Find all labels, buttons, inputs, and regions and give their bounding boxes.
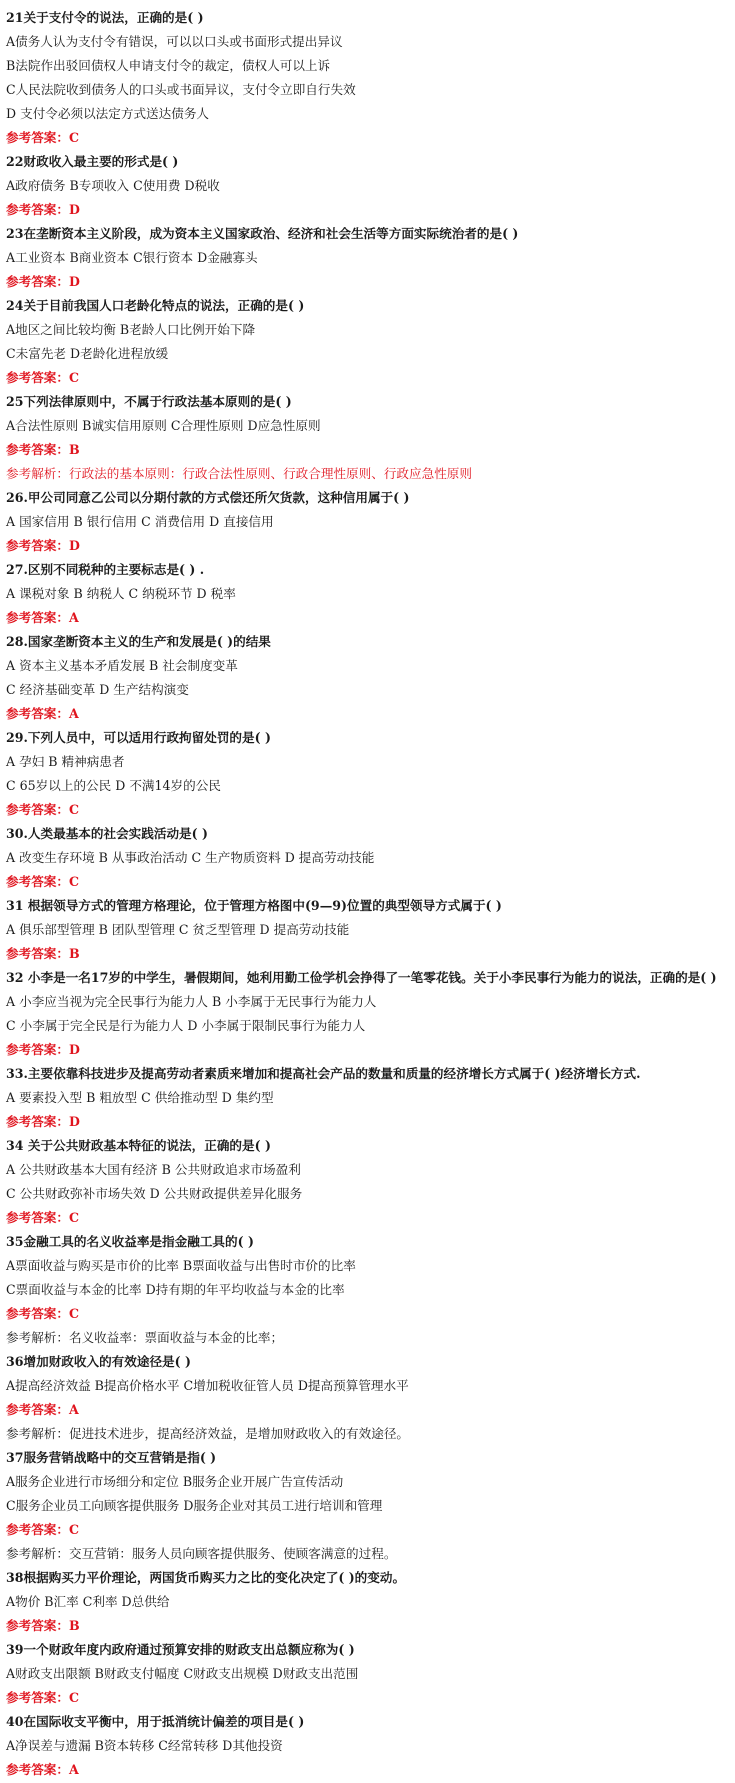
answer-line: 参考答案：C [6,874,79,889]
answer-line: 参考答案：C [6,1690,79,1705]
answer-line: 参考答案：A [6,706,79,721]
option-line: A财政支出限额 B财政支付幅度 C财政支出规模 D财政支出范围 [6,1666,359,1681]
option-line: A政府债务 B专项收入 C使用费 D税收 [6,178,220,193]
question-text: 32 小李是一名17岁的中学生，暑假期间，她利用勤工俭学机会挣得了一笔零花钱。关于小李民事行为能力的说法，正确的是( ) [6,970,717,985]
option-line: A地区之间比较均衡 B老龄人口比例开始下降 [6,322,256,337]
option-line: C 小李属于完全民是行为能力人 D 小李属于限制民事行为能力人 [6,1018,366,1033]
option-line: C未富先老 D老龄化进程放缓 [6,346,169,361]
answer-line: 参考答案：C [6,1210,79,1225]
answer-line: 参考答案：D [6,538,80,553]
option-line: C 经济基础变革 D 生产结构演变 [6,682,189,697]
question-text: 37服务营销战略中的交互营销是指( ) [6,1450,217,1465]
answer-line: 参考答案：D [6,202,80,217]
answer-line: 参考答案：C [6,1306,79,1321]
question-text: 29.下列人员中，可以适用行政拘留处罚的是( ) [6,730,271,745]
question-text: 36增加财政收入的有效途径是( ) [6,1354,191,1369]
explanation-line: 参考解析：促进技术进步，提高经济效益，是增加财政收入的有效途径。 [6,1426,409,1441]
question-text: 25下列法律原则中，不属于行政法基本原则的是( ) [6,394,292,409]
answer-line: 参考答案：B [6,442,80,457]
answer-line: 参考答案：C [6,370,79,385]
option-line: C 公共财政弥补市场失效 D 公共财政提供差异化服务 [6,1186,303,1201]
answer-line: 参考答案：D [6,1042,80,1057]
option-line: D 支付令必须以法定方式送达债务人 [6,106,210,121]
option-line: A 小李应当视为完全民事行为能力人 B 小李属于无民事行为能力人 [6,994,377,1009]
option-line: A 孕妇 B 精神病患者 [6,754,125,769]
question-text: 39一个财政年度内政府通过预算安排的财政支出总额应称为( ) [6,1642,355,1657]
answer-line: 参考答案：A [6,1402,79,1417]
question-text: 28.国家垄断资本主义的生产和发展是( )的结果 [6,634,271,649]
question-text: 21关于支付令的说法，正确的是( ) [6,10,204,25]
option-line: C票面收益与本金的比率 D持有期的年平均收益与本金的比率 [6,1282,345,1297]
question-text: 22财政收入最主要的形式是( ) [6,154,179,169]
answer-line: 参考答案：D [6,274,80,289]
option-line: A票面收益与购买是市价的比率 B票面收益与出售时市价的比率 [6,1258,356,1273]
question-text: 24关于目前我国人口老龄化特点的说法，正确的是( ) [6,298,305,313]
option-line: C人民法院收到债务人的口头或书面异议，支付令立即自行失效 [6,82,356,97]
question-document [6,6,732,1782]
option-line: A 资本主义基本矛盾发展 B 社会制度变革 [6,658,238,673]
option-line: A 公共财政基本大国有经济 B 公共财政追求市场盈利 [6,1162,301,1177]
answer-line: 参考答案：A [6,610,79,625]
option-line: A 国家信用 B 银行信用 C 消费信用 D 直接信用 [6,514,274,529]
question-text: 23在垄断资本主义阶段，成为资本主义国家政治、经济和社会生活等方面实际统治者的是( ) [6,226,519,241]
option-line: A提高经济效益 B提高价格水平 C增加税收征管人员 D提高预算管理水平 [6,1378,409,1393]
answer-line: 参考答案：D [6,1114,80,1129]
option-line: A净误差与遗漏 B资本转移 C经常转移 D其他投资 [6,1738,283,1753]
question-text: 33.主要依靠科技进步及提高劳动者素质来增加和提高社会产品的数量和质量的经济增长方式属于( )经济增长方式. [6,1066,641,1081]
question-text: 34 关于公共财政基本特征的说法，正确的是( ) [6,1138,271,1153]
answer-line: 参考答案：B [6,946,80,961]
question-text: 27.区别不同税种的主要标志是( ) . [6,562,205,577]
option-line: A合法性原则 B诚实信用原则 C合理性原则 D应急性原则 [6,418,321,433]
explanation-line: 参考解析：名义收益率：票面收益与本金的比率； [6,1330,284,1345]
option-line: A服务企业进行市场细分和定位 B服务企业开展广告宣传活动 [6,1474,344,1489]
answer-line: 参考答案：A [6,1762,79,1777]
answer-line: 参考答案：C [6,1522,79,1537]
option-line: A 课税对象 B 纳税人 C 纳税环节 D 税率 [6,586,236,601]
option-line: C服务企业员工向顾客提供服务 D服务企业对其员工进行培训和管理 [6,1498,383,1513]
answer-line: 参考答案：B [6,1618,80,1633]
option-line: C 65岁以上的公民 D 不满14岁的公民 [6,778,221,793]
option-line: A 俱乐部型管理 B 团队型管理 C 贫乏型管理 D 提高劳动技能 [6,922,350,937]
option-line: B法院作出驳回债权人申请支付令的裁定，债权人可以上诉 [6,58,331,73]
option-line: A 改变生存环境 B 从事政治活动 C 生产物质资料 D 提高劳动技能 [6,850,375,865]
question-text: 30.人类最基本的社会实践活动是( ) [6,826,208,841]
question-text: 26.甲公司同意乙公司以分期付款的方式偿还所欠货款，这种信用属于( ) [6,490,410,505]
option-line: A物价 B汇率 C利率 D总供给 [6,1594,170,1609]
explanation-line: 参考解析：交互营销：服务人员向顾客提供服务、使顾客满意的过程。 [6,1546,397,1561]
option-line: A工业资本 B商业资本 C银行资本 D金融寡头 [6,250,258,265]
question-text: 35金融工具的名义收益率是指金融工具的( ) [6,1234,254,1249]
answer-line: 参考答案：C [6,802,79,817]
question-text: 31 根据领导方式的管理方格理论，位于管理方格图中(9—9)位置的典型领导方式属于( ) [6,898,502,913]
option-line: A 要素投入型 B 粗放型 C 供给推动型 D 集约型 [6,1090,274,1105]
explanation-line: 参考解析：行政法的基本原则：行政合法性原则、行政合理性原则、行政应急性原则 [6,466,472,481]
question-text: 40在国际收支平衡中，用于抵消统计偏差的项目是( ) [6,1714,305,1729]
question-text: 38根据购买力平价理论，两国货币购买力之比的变化决定了( )的变动。 [6,1570,406,1585]
answer-line: 参考答案：C [6,130,79,145]
option-line: A债务人认为支付令有错误，可以以口头或书面形式提出异议 [6,34,343,49]
